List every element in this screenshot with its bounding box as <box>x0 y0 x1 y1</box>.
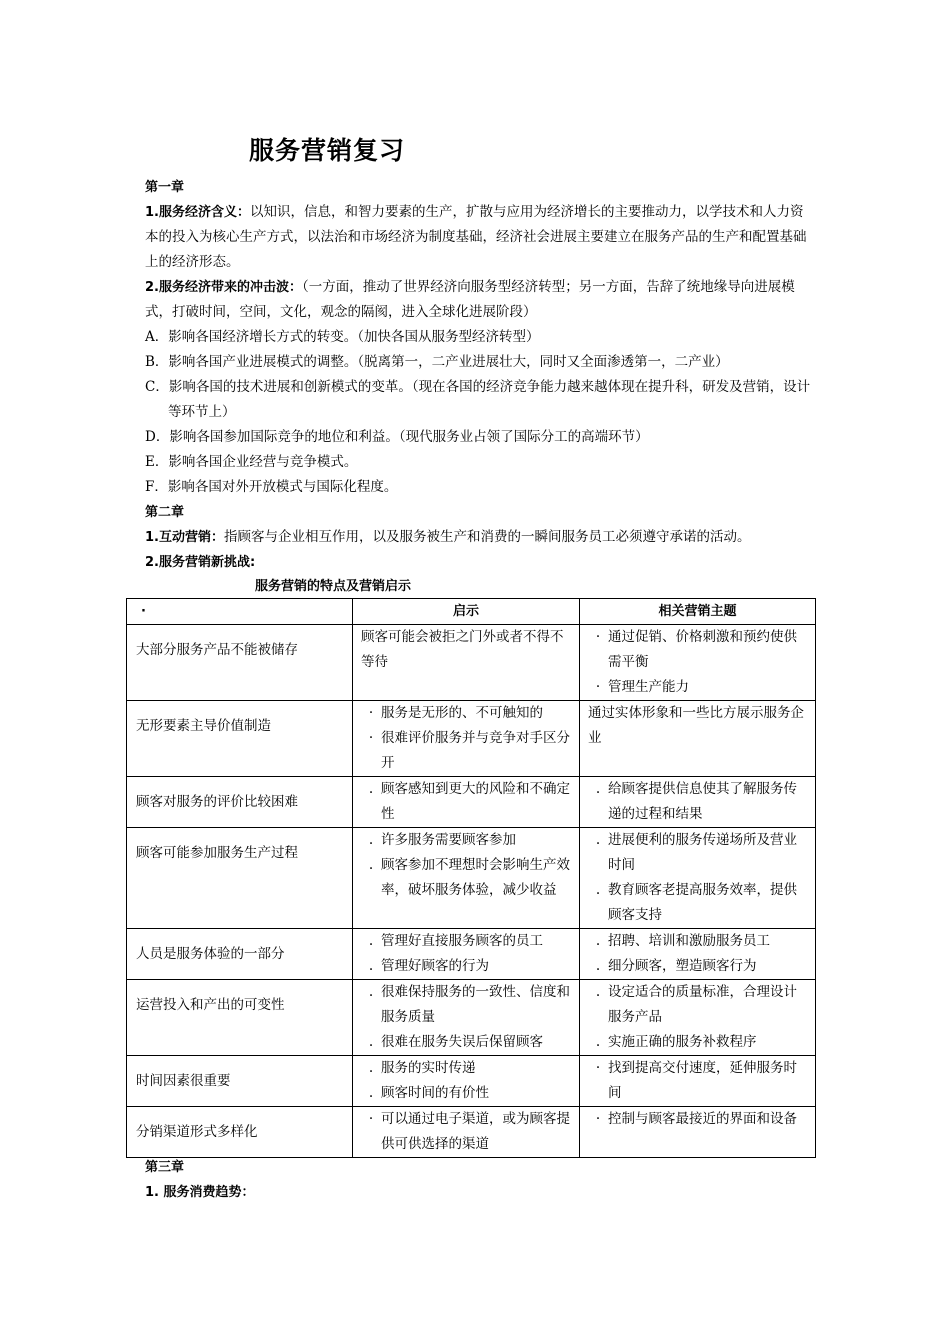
cell-line <box>588 954 807 979</box>
table-header-row <box>127 599 816 625</box>
bullet-mark: . <box>368 1060 374 1076</box>
cell-text: 细分顾客，塑造顾客行为 <box>608 958 757 974</box>
cell-line <box>361 929 571 954</box>
bullet-mark: . <box>595 832 601 848</box>
impact-item-f: F．影响各国对外开放模式与国际化程度。 <box>145 479 398 495</box>
cell-line <box>588 929 807 954</box>
impact-item-e: E．影响各国企业经营与竞争模式。 <box>145 454 358 470</box>
new-challenges-heading: 2.服务营销新挑战: <box>145 555 256 570</box>
interactive-marketing-definition <box>145 525 813 550</box>
table-row <box>127 1056 816 1107</box>
cell-text: 服务是无形的、不可触知的 <box>381 705 543 721</box>
chapter-3-heading: 第三章 <box>145 1160 185 1175</box>
definition-label: 1.服务经济含义： <box>145 205 250 220</box>
cell-line <box>361 954 571 979</box>
cell-text: 顾客感知到更大的风险和不确定性 <box>381 781 570 822</box>
cell-line <box>361 701 571 726</box>
interactive-marketing-label: 1.互动营销： <box>145 530 224 545</box>
implication-cell <box>353 625 580 701</box>
feature-text: 运营投入和产出的可变性 <box>136 997 285 1013</box>
bullet-mark: · <box>595 1111 601 1127</box>
bullet-mark: · <box>368 1111 374 1127</box>
bullet-mark: . <box>368 933 374 949</box>
feature-text: 分销渠道形式多样化 <box>136 1124 258 1140</box>
feature-cell <box>127 1056 353 1107</box>
cell-text: 管理好顾客的行为 <box>381 958 489 974</box>
chapter-1-heading: 第一章 <box>145 180 185 195</box>
feature-cell <box>127 701 353 777</box>
themes-cell <box>580 777 816 828</box>
themes-cell <box>580 1056 816 1107</box>
cell-text: 控制与顾客最接近的界面和设备 <box>608 1111 797 1127</box>
impact-item-c: C．影响各国的技术进展和创新模式的变革。（现在各国的经济竞争能力越来越体现在提升科，研发及营销，设计等环节上） <box>145 379 811 420</box>
cell-text: 很难保持服务的一致性、信度和服务质量 <box>381 984 570 1025</box>
feature-cell <box>127 1107 353 1158</box>
cell-line <box>361 1056 571 1081</box>
implication-cell <box>353 777 580 828</box>
feature-text: 人员是服务体验的一部分 <box>136 946 285 962</box>
feature-cell <box>127 980 353 1056</box>
cell-text: 实施正确的服务补救程序 <box>608 1034 757 1050</box>
bullet-mark: . <box>368 1085 374 1101</box>
bullet-mark: . <box>595 882 601 898</box>
cell-text: 管理好直接服务顾客的员工 <box>381 933 543 949</box>
cell-line <box>361 777 571 827</box>
cell-line <box>588 1107 807 1132</box>
implication-cell <box>353 929 580 980</box>
table-caption: 服务营销的特点及营销启示 <box>255 579 412 594</box>
themes-cell <box>580 828 816 929</box>
header-implication: 启示 <box>353 599 580 625</box>
feature-text: 时间因素很重要 <box>136 1073 231 1089</box>
cell-line <box>361 1030 571 1055</box>
impact-text: （一方面，推动了世界经济向服务型经济转型；另一方面，告辞了统地缘导向进展模式，打破时间，空间，文化，观念的隔阂，进入全球化进展阶段） <box>145 279 795 320</box>
bullet-mark: . <box>595 1034 601 1050</box>
cell-text: 管理生产能力 <box>608 679 689 695</box>
feature-text: 顾客对服务的评价比较困难 <box>136 794 298 810</box>
cell-line <box>588 1030 807 1055</box>
cell-line <box>361 625 571 675</box>
impact-label: 2.服务经济带来的冲击波： <box>145 280 302 295</box>
bullet-mark: · <box>368 705 374 721</box>
bullet-mark: · <box>595 1060 601 1076</box>
bullet-mark: · <box>595 679 601 695</box>
cell-line <box>361 726 571 776</box>
interactive-marketing-text: 指顾客与企业相互作用，以及服务被生产和消费的一瞬间服务员工必须遵守承诺的活动。 <box>223 529 751 545</box>
impact-item-d: D．影响各国参加国际竞争的地位和利益。（现代服务业占领了国际分工的高端环节） <box>145 429 649 445</box>
bullet-mark: . <box>368 857 374 873</box>
cell-text: 顾客时间的有价性 <box>381 1085 489 1101</box>
service-economy-impact <box>145 275 813 325</box>
cell-text: 服务的实时传递 <box>381 1060 476 1076</box>
bullet-mark: . <box>368 832 374 848</box>
implication-cell <box>353 1107 580 1158</box>
table-row <box>127 828 816 929</box>
feature-text: 大部分服务产品不能被储存 <box>136 642 298 658</box>
feature-text: 顾客可能参加服务生产过程 <box>136 845 298 861</box>
chapter-3-section <box>145 1155 255 1205</box>
table-row <box>127 980 816 1056</box>
cell-text: 很难在服务失误后保留顾客 <box>381 1034 543 1050</box>
cell-text: 顾客参加不理想时会影响生产效率，破坏服务体验，减少收益 <box>381 857 570 898</box>
cell-line <box>588 625 807 675</box>
chapter-2-heading: 第二章 <box>145 505 185 520</box>
bullet-mark: . <box>368 958 374 974</box>
cell-line <box>361 1107 571 1157</box>
definition-text: 以知识，信息，和智力要素的生产，扩散与应用为经济增长的主要推动力，以学技术和人力资本的投入为核心生产方式，以法治和市场经济为制度基础，经济社会进展主要建立在服务产品的生产和配置基础上的经济形态。 <box>145 204 807 270</box>
bullet-mark: . <box>368 984 374 1000</box>
implication-cell <box>353 980 580 1056</box>
impact-item-b: B．影响各国产业进展模式的调整。（脱离第一，二产业进展壮大，同时又全面渗透第一，二产业） <box>145 354 729 370</box>
bullet-mark: . <box>368 781 374 797</box>
cell-text: 可以通过电子渠道，或为顾客提供可供选择的渠道 <box>381 1111 570 1152</box>
header-feature: · <box>127 599 353 625</box>
cell-line <box>361 853 571 903</box>
feature-cell <box>127 625 353 701</box>
table-row <box>127 777 816 828</box>
bullet-mark: · <box>368 730 374 746</box>
cell-line <box>588 980 807 1030</box>
feature-cell <box>127 777 353 828</box>
cell-line <box>588 878 807 928</box>
bullet-mark: . <box>595 781 601 797</box>
bullet-mark: . <box>368 1034 374 1050</box>
implication-cell <box>353 1056 580 1107</box>
feature-text: 无形要素主导价值制造 <box>136 718 271 734</box>
cell-text: 通过促销、价格刺激和预约使供需平衡 <box>608 629 797 670</box>
themes-cell <box>580 1107 816 1158</box>
cell-line <box>588 701 807 751</box>
service-features-table <box>126 598 816 1158</box>
service-economy-definition <box>145 200 813 275</box>
table-row <box>127 625 816 701</box>
table-row <box>127 929 816 980</box>
feature-cell <box>127 929 353 980</box>
themes-cell <box>580 980 816 1056</box>
bullet-mark: . <box>595 958 601 974</box>
cell-line <box>361 1081 571 1106</box>
chapter-1-section <box>145 175 813 575</box>
service-consumption-trends-heading: 1. 服务消费趋势： <box>145 1185 255 1200</box>
cell-line <box>588 675 807 700</box>
cell-text: 通过实体形象和一些比方展示服务企业 <box>588 705 804 746</box>
bullet-mark: . <box>595 933 601 949</box>
themes-cell <box>580 701 816 777</box>
document-title: 服务营销复习 <box>249 136 406 165</box>
table-row <box>127 1107 816 1158</box>
implication-cell <box>353 828 580 929</box>
table-row <box>127 701 816 777</box>
feature-cell <box>127 828 353 929</box>
cell-line <box>588 828 807 878</box>
cell-line <box>361 828 571 853</box>
cell-text: 找到提高交付速度，延伸服务时间 <box>608 1060 797 1101</box>
cell-text: 招聘、培训和激励服务员工 <box>608 933 770 949</box>
cell-text: 很难评价服务并与竞争对手区分开 <box>381 730 570 771</box>
header-marketing-themes: 相关营销主题 <box>580 599 816 625</box>
cell-text: 设定适合的质量标准，合理设计服务产品 <box>608 984 797 1025</box>
table-body <box>127 625 816 1158</box>
themes-cell <box>580 929 816 980</box>
impact-item-a: A．影响各国经济增长方式的转变。（加快各国从服务型经济转型） <box>145 329 540 345</box>
cell-text: 许多服务需要顾客参加 <box>381 832 516 848</box>
themes-cell <box>580 625 816 701</box>
cell-line <box>588 1056 807 1106</box>
cell-text: 给顾客提供信息使其了解服务传递的过程和结果 <box>608 781 797 822</box>
bullet-mark: · <box>595 629 601 645</box>
cell-line <box>588 777 807 827</box>
cell-text: 进展便利的服务传递场所及营业时间 <box>608 832 797 873</box>
implication-cell <box>353 701 580 777</box>
cell-text: 顾客可能会被拒之门外或者不得不等待 <box>361 629 564 670</box>
cell-line <box>361 980 571 1030</box>
bullet-mark: . <box>595 984 601 1000</box>
cell-text: 教育顾客老提高服务效率，提供顾客支持 <box>608 882 797 923</box>
